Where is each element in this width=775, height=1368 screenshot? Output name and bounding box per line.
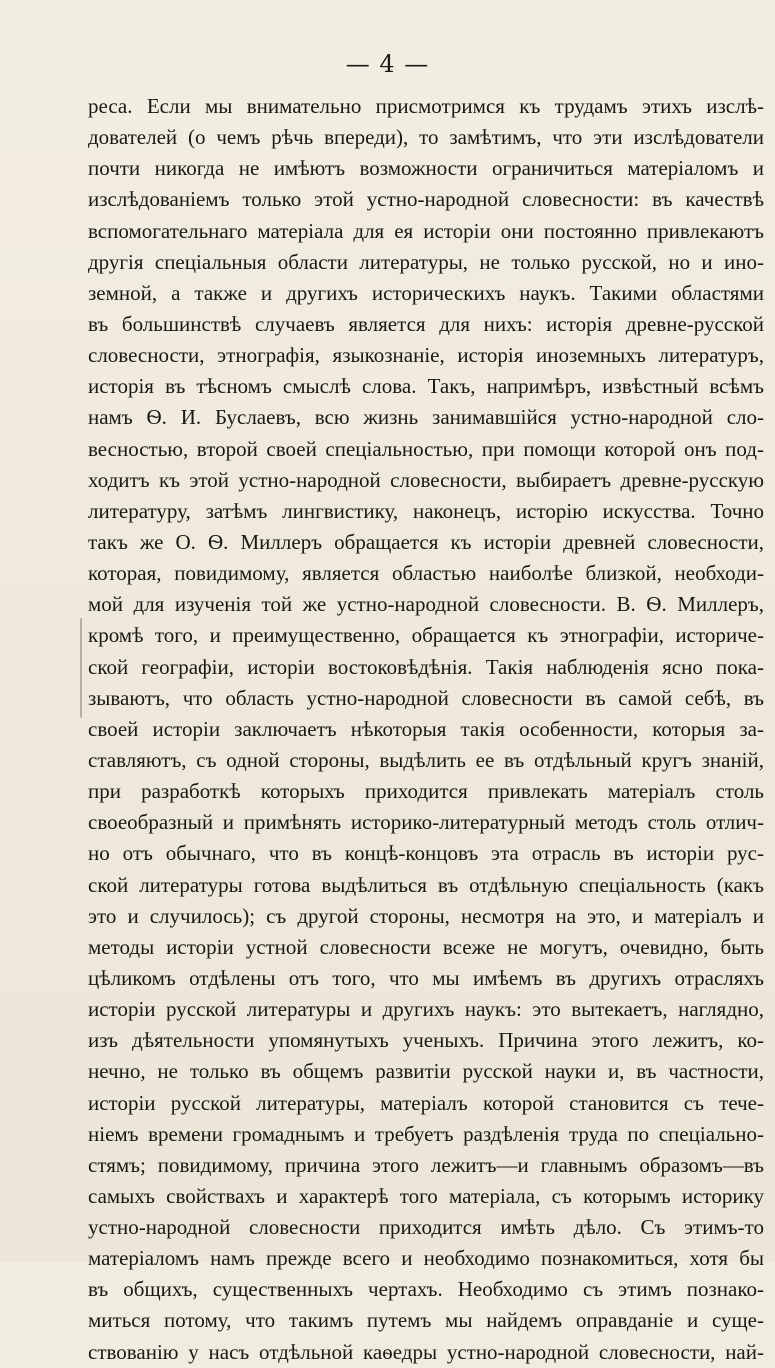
text-line: ской географіи, исторіи востоковѣдѣнія. Такія наблюденія ясно пока- bbox=[88, 654, 764, 679]
text-line: ствованію у насъ отдѣльной каѳедры устно-народной словесности, най- bbox=[88, 1339, 764, 1364]
text-line: почти никогда не имѣютъ возможности ограничиться матеріаломъ и bbox=[88, 156, 764, 181]
text-line: весностью, второй своей спеціальностью, при помощи которой онъ под- bbox=[88, 436, 764, 461]
text-line: ской литературы готова выдѣлиться въ отдѣльную спеціальность (какъ bbox=[88, 872, 764, 897]
text-line: дователей (о чемъ рѣчь впереди), то замѣтимъ, что эти изслѣдователи bbox=[88, 125, 764, 150]
text-line: при разработкѣ которыхъ приходится привлекать матеріалъ столь bbox=[88, 779, 764, 804]
text-line: ходитъ къ этой устно-народной словесности, выбираетъ древне-русскую bbox=[88, 467, 764, 492]
text-line: стямъ; повидимому, причина этого лежитъ—и главнымъ образомъ—въ bbox=[88, 1152, 764, 1177]
text-line: кромѣ того, и преимущественно, обращается къ этнографіи, историче- bbox=[88, 623, 764, 648]
text-line: миться потому, что такимъ путемъ мы найдемъ оправданіе и суще- bbox=[88, 1308, 764, 1333]
text-line: нечно, не только въ общемъ развитіи русской науки и, въ частности, bbox=[88, 1059, 764, 1084]
text-line: это и случилось); съ другой стороны, несмотря на это, и матеріалъ и bbox=[88, 903, 764, 928]
body-text bbox=[88, 91, 764, 1368]
text-line: но отъ обычнаго, что въ концѣ-концовъ эта отрасль въ исторіи рус- bbox=[88, 841, 764, 866]
page-number: — 4 — bbox=[345, 50, 430, 78]
text-line: мой для изученія той же устно-народной словесности. В. Ѳ. Миллеръ, bbox=[88, 592, 764, 617]
text-line: въ общихъ, существенныхъ чертахъ. Необходимо съ этимъ познако- bbox=[88, 1277, 764, 1302]
text-line: которая, повидимому, является областью наиболѣе близкой, необходи- bbox=[88, 561, 764, 586]
text-line: устно-народной словесности приходится имѣть дѣло. Съ этимъ-то bbox=[88, 1215, 764, 1240]
text-line: вспомогательнаго матеріала для ея исторіи они постоянно привлекаютъ bbox=[88, 218, 764, 243]
text-line: литературу, затѣмъ лингвистику, наконецъ, исторію искусства. Точно bbox=[88, 498, 764, 523]
text-line: цѣликомъ отдѣлены отъ того, что мы имѣемъ въ другихъ отрасляхъ bbox=[88, 965, 764, 990]
text-line: исторіи русской литературы, матеріалъ которой становится съ тече- bbox=[88, 1090, 764, 1115]
text-line: въ большинствѣ случаевъ является для нихъ: исторія древне-русской bbox=[88, 311, 764, 336]
text-line: ніемъ времени громаднымъ и требуетъ раздѣленія труда по спеціально- bbox=[88, 1121, 764, 1146]
text-line: исторіи русской литературы и другихъ наукъ: это вытекаетъ, наглядно, bbox=[88, 997, 764, 1022]
text-line: своей исторіи заключаетъ нѣкоторыя такія особенности, которыя за- bbox=[88, 716, 764, 741]
text-line: матеріаломъ намъ прежде всего и необходимо познакомиться, хотя бы bbox=[88, 1246, 764, 1271]
margin-pencil-mark bbox=[80, 618, 82, 718]
text-line: намъ Ѳ. И. Буслаевъ, всю жизнь занимавшійся устно-народной сло- bbox=[88, 405, 764, 430]
text-line: изъ дѣятельности упомянутыхъ ученыхъ. Причина этого лежитъ, ко- bbox=[88, 1028, 764, 1053]
text-line: реса. Если мы внимательно присмотримся къ трудамъ этихъ изслѣ- bbox=[88, 94, 764, 118]
text-line: методы исторіи устной словесности всеже не могутъ, очевидно, быть bbox=[88, 934, 764, 959]
text-line: словесности, этнографія, языкознаніе, исторія иноземныхъ литературъ, bbox=[88, 343, 764, 368]
text-line: зываютъ, что область устно-народной словесности въ самой себѣ, въ bbox=[88, 685, 764, 710]
text-line: самыхъ свойствахъ и характерѣ того матеріала, съ которымъ историку bbox=[88, 1183, 764, 1208]
text-line: земной, а также и другихъ историческихъ наукъ. Такими областями bbox=[88, 280, 764, 305]
text-line: другія спеціальныя области литературы, не только русской, но и ино- bbox=[88, 249, 764, 274]
text-line: ставляютъ, съ одной стороны, выдѣлить ее въ отдѣльный кругъ знаній, bbox=[88, 747, 764, 772]
text-line: своеобразный и примѣнять историко-литературный методъ столь отлич- bbox=[88, 810, 764, 835]
text-line: такъ же О. Ѳ. Миллеръ обращается къ исторіи древней словесности, bbox=[88, 529, 764, 554]
text-line: исторія въ тѣсномъ смыслѣ слова. Такъ, напримѣръ, извѣстный всѣмъ bbox=[88, 374, 764, 399]
text-line: изслѣдованіемъ только этой устно-народной словесности: въ качествѣ bbox=[88, 187, 764, 212]
